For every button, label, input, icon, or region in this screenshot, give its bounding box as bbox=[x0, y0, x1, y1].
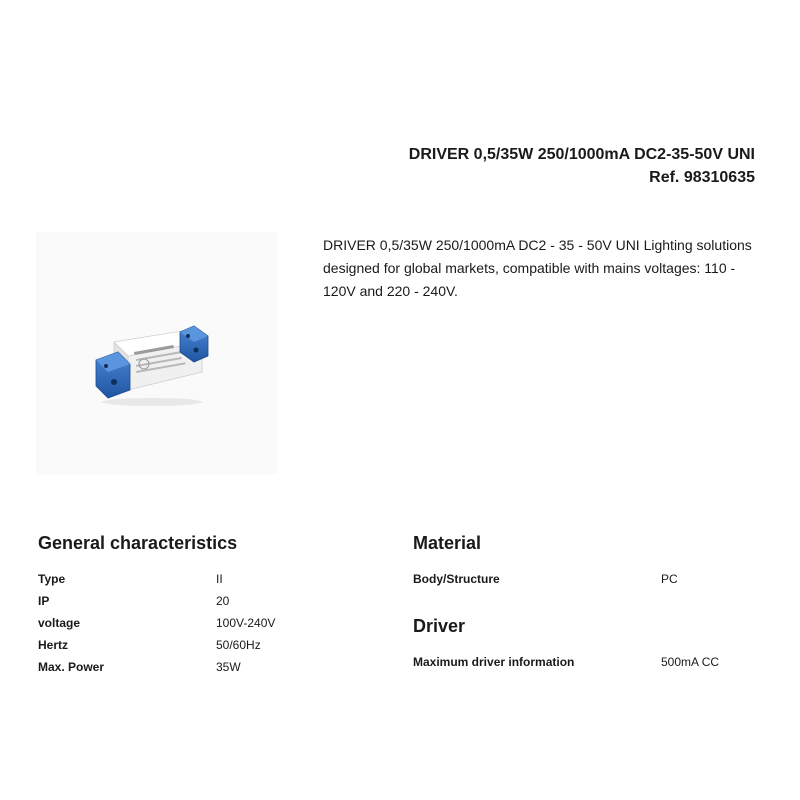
spec-label: Hertz bbox=[38, 638, 69, 652]
product-ref: Ref. 98310635 bbox=[649, 169, 755, 186]
spec-label: Max. Power bbox=[38, 660, 105, 674]
general-characteristics-heading: General characteristics bbox=[38, 533, 238, 553]
driver-illustration bbox=[36, 232, 278, 474]
spec-value: 20 bbox=[216, 594, 230, 608]
spec-value: 100V-240V bbox=[216, 616, 276, 630]
spec-label: Maximum driver information bbox=[413, 655, 575, 669]
spec-value: II bbox=[216, 572, 223, 586]
title-block bbox=[409, 143, 755, 189]
spec-value: 500mA CC bbox=[661, 655, 720, 669]
spec-label: Type bbox=[38, 572, 66, 586]
product-image bbox=[36, 232, 278, 474]
spec-value: PC bbox=[661, 572, 678, 586]
spec-value: 50/60Hz bbox=[216, 638, 261, 652]
spec-value: 35W bbox=[216, 660, 241, 674]
product-title: DRIVER 0,5/35W 250/1000mA DC2-35-50V UNI bbox=[408, 146, 755, 163]
material-heading: Material bbox=[413, 533, 482, 553]
spec-label: IP bbox=[38, 594, 50, 608]
driver-heading: Driver bbox=[413, 616, 466, 636]
product-description: DRIVER 0,5/35W 250/1000mA DC2 - 35 - 50V UNI Lighting solutions designed for global markets, compatible with mains voltages: 110 - 120V and 220 - 240V. bbox=[323, 237, 752, 299]
spec-label: voltage bbox=[38, 616, 81, 630]
spec-label: Body/Structure bbox=[413, 572, 500, 586]
